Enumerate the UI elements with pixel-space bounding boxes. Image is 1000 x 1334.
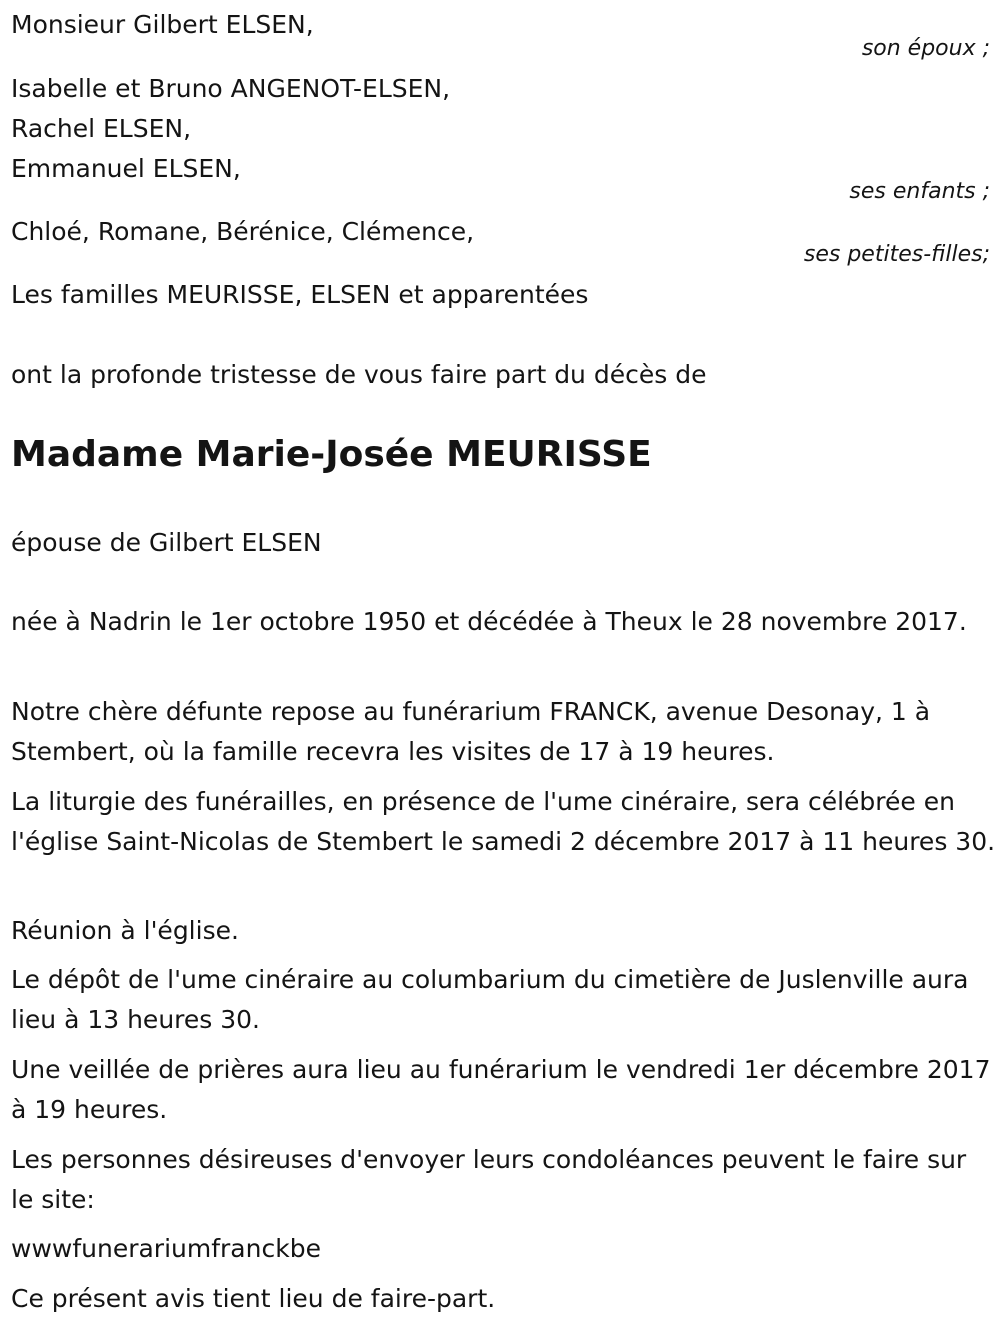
- closing-paragraph: Ce présent avis tient lieu de faire-part.: [11, 1284, 496, 1313]
- spouse-name: Monsieur Gilbert ELSEN,: [11, 10, 314, 39]
- announcement-text: ont la profonde tristesse de vous faire part du décès de: [11, 360, 707, 389]
- vigil-paragraph: Une veillée de prières aura lieu au funérarium le vendredi 1er décembre 2017 à 19 heures.: [11, 1055, 991, 1124]
- child-name: Isabelle et Bruno ANGENOT-ELSEN,: [11, 74, 451, 103]
- repose-paragraph: Notre chère défunte repose au funérarium FRANCK, avenue Desonay, 1 à Stembert, où la famille recevra les visites de 17 à 19 heures.: [11, 697, 931, 766]
- child-name: Rachel ELSEN,: [11, 114, 192, 143]
- condolences-paragraph: Les personnes désireuses d'envoyer leurs condoléances peuvent le faire sur le site:: [11, 1145, 967, 1214]
- liturgy-paragraph: La liturgie des funérailles, en présence de l'ume cinéraire, sera célébrée en l'église Saint-Nicolas de Stembert le samedi 2 décembre 2017 à 11 heures 30.: [11, 787, 996, 856]
- related-families: Les familles MEURISSE, ELSEN et apparentées: [11, 280, 589, 309]
- spouse-of-line: épouse de Gilbert ELSEN: [11, 528, 322, 557]
- children-role: ses enfants ;: [849, 179, 990, 204]
- grandchildren-names: Chloé, Romane, Bérénice, Clémence,: [11, 217, 475, 246]
- grandchildren-role: ses petites-filles;: [803, 242, 990, 267]
- deceased-name: Madame Marie-Josée MEURISSE: [11, 434, 652, 475]
- spouse-role: son époux ;: [861, 36, 990, 61]
- birth-death-paragraph: née à Nadrin le 1er octobre 1950 et décédée à Theux le 28 novembre 2017.: [11, 607, 967, 636]
- website-link[interactable]: wwwfunerariumfranckbe: [11, 1234, 321, 1263]
- meeting-paragraph: Réunion à l'église.: [11, 916, 239, 945]
- child-name: Emmanuel ELSEN,: [11, 154, 241, 183]
- columbarium-paragraph: Le dépôt de l'ume cinéraire au columbarium du cimetière de Juslenville aura lieu à 13 heures 30.: [11, 965, 969, 1034]
